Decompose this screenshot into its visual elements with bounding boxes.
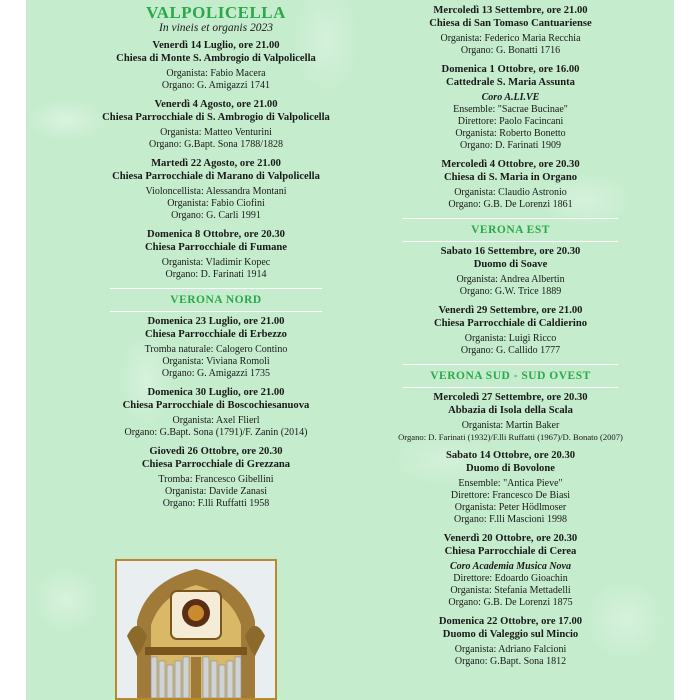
event-detail: Direttore: Edoardo Gioachin: [453, 573, 568, 584]
event-detail: Tromba naturale: Calogero Contino: [144, 344, 288, 355]
event-detail: Organo: D. Farinati (1932)/F.lli Ruffatti (1967)/D. Bonato (2007): [398, 432, 623, 442]
event-detail: Organo: G.Bapt. Sona 1812: [454, 656, 567, 667]
event-date: Venerdì 14 Luglio, ore 21.00: [152, 40, 280, 51]
organ-photo: [115, 559, 277, 700]
event-venue: Chiesa Parrocchiale di Fumane: [145, 241, 287, 253]
event-date: Giovedì 26 Ottobre, ore 20.30: [149, 446, 283, 457]
event-detail: Organo: D. Farinati 1909: [460, 140, 561, 151]
event-detail: Organista: Federico Maria Recchia: [440, 33, 581, 44]
event-choir: Coro Academia Musica Nova: [449, 561, 571, 572]
event-choir: Coro A.LI.VE: [481, 92, 540, 103]
event-date: Mercoledì 27 Settembre, ore 20.30: [433, 392, 588, 403]
event-detail: Organista: Axel Flierl: [172, 415, 260, 426]
event-venue: Duomo di Bovolone: [466, 462, 555, 474]
event-detail: Organo: D. Farinati 1914: [165, 269, 267, 280]
event-detail: Organista: Fabio Macera: [166, 68, 266, 79]
concert-event: [388, 159, 633, 211]
verona-city-events: [388, 5, 633, 211]
event-date: Mercoledì 4 Ottobre, ore 20.30: [441, 159, 580, 170]
separator: [110, 311, 321, 312]
event-detail: Organo: F.lli Mascioni 1998: [454, 514, 567, 525]
event-date: Sabato 14 Ottobre, ore 20.30: [445, 450, 576, 461]
event-venue: Chiesa di S. Maria in Organo: [443, 171, 578, 183]
separator: [403, 218, 619, 219]
separator: [403, 241, 619, 242]
verona-est-events: [388, 246, 633, 357]
event-venue: Chiesa Parrocchiale di Grezzana: [141, 458, 291, 470]
event-detail: Organo: G. Amigazzi 1735: [161, 368, 271, 379]
subtitle: In vineis et organis 2023: [159, 22, 273, 34]
event-detail: Organista: Vladimir Kopec: [161, 257, 271, 268]
event-detail: Organo: G. Carli 1991: [171, 210, 261, 221]
concert-event: [388, 533, 633, 609]
event-date: Venerdì 4 Agosto, ore 21.00: [154, 99, 278, 110]
event-venue: Duomo di Soave: [473, 258, 548, 270]
event-detail: Organo: G.W. Trice 1889: [459, 286, 562, 297]
verona-nord-events: [96, 316, 336, 510]
concert-event: [388, 616, 633, 668]
event-date: Martedì 22 Agosto, ore 21.00: [151, 158, 281, 169]
event-detail: Organo: G. Amigazzi 1741: [161, 80, 271, 91]
concert-event: [388, 64, 633, 152]
event-detail: Organista: Peter Hödlmoser: [454, 502, 567, 513]
concert-event: [96, 99, 336, 151]
concert-event: [96, 158, 336, 222]
separator: [110, 288, 321, 289]
concert-event: [388, 450, 633, 526]
event-date: Domenica 1 Ottobre, ore 16.00: [441, 64, 580, 75]
program-page: [26, 0, 674, 700]
valpolicella-events: [96, 40, 336, 281]
concert-event: [96, 446, 336, 510]
event-venue: Chiesa di San Tomaso Cantuariense: [429, 17, 592, 29]
event-detail: Organista: Matteo Venturini: [160, 127, 272, 138]
right-column: [388, 0, 633, 675]
event-date: Venerdì 29 Settembre, ore 21.00: [438, 305, 583, 316]
event-venue: Abbazia di Isola della Scala: [448, 404, 573, 416]
event-venue: Chiesa Parrocchiale di Caldierino: [433, 317, 588, 329]
event-detail: Organista: Stefania Mettadelli: [450, 585, 571, 596]
verona-sud-events: [388, 392, 633, 668]
section-title-verona-nord: VERONA NORD: [170, 294, 262, 306]
event-detail: Organo: G.B. De Lorenzi 1861: [448, 199, 573, 210]
event-detail: Organista: Martin Baker: [461, 420, 560, 431]
event-detail: Direttore: Paolo Facincani: [457, 116, 564, 127]
event-venue: Duomo di Valeggio sul Mincio: [442, 628, 579, 640]
event-date: Domenica 23 Luglio, ore 21.00: [147, 316, 285, 327]
event-date: Domenica 30 Luglio, ore 21.00: [147, 387, 285, 398]
concert-event: [388, 5, 633, 57]
concert-event: [96, 316, 336, 380]
event-detail: Tromba: Francesco Gibellini: [158, 474, 274, 485]
event-detail: Organo: F.lli Ruffatti 1958: [162, 498, 270, 509]
event-venue: Chiesa Parrocchiale di Marano di Valpolicella: [112, 170, 320, 182]
event-detail: Direttore: Francesco De Biasi: [450, 490, 571, 501]
event-detail: Ensemble: "Antica Pieve": [458, 478, 563, 489]
event-detail: Organista: Fabio Ciofini: [167, 198, 265, 209]
organ-illustration: [117, 561, 275, 698]
concert-event: [388, 246, 633, 298]
event-venue: Chiesa Parrocchiale di Cerea: [444, 545, 577, 557]
event-detail: Organo: G.Bapt. Sona 1788/1828: [149, 139, 283, 150]
event-detail: Organo: G. Bonatti 1716: [460, 45, 561, 56]
event-date: Venerdì 20 Ottobre, ore 20.30: [443, 533, 578, 544]
concert-event: [96, 40, 336, 92]
concert-event: [96, 387, 336, 439]
separator: [403, 364, 619, 365]
event-detail: Organista: Andrea Albertin: [456, 274, 565, 285]
event-detail: Ensemble: "Sacrae Bucinae": [453, 104, 568, 115]
separator: [403, 387, 619, 388]
concert-event: [388, 392, 633, 443]
event-detail: Organista: Roberto Bonetto: [455, 128, 566, 139]
event-venue: Chiesa Parrocchiale di Erbezzo: [145, 328, 287, 340]
section-title-verona-sud: VERONA SUD - SUD OVEST: [430, 370, 591, 382]
event-venue: Chiesa Parrocchiale di S. Ambrogio di Valpolicella: [102, 111, 330, 123]
main-title: VALPOLICELLA: [146, 3, 286, 22]
concert-event: [96, 229, 336, 281]
event-detail: Organista: Davide Zanasi: [164, 486, 267, 497]
event-detail: Organo: G.Bapt. Sona (1791)/F. Zanin (2014): [124, 427, 308, 438]
event-detail: Organo: G. Callido 1777: [460, 345, 561, 356]
event-date: Sabato 16 Settembre, ore 20.30: [440, 246, 581, 257]
event-venue: Cattedrale S. Maria Assunta: [446, 76, 575, 88]
section-title-verona-est: VERONA EST: [471, 224, 550, 236]
event-detail: Organo: G.B. De Lorenzi 1875: [448, 597, 573, 608]
event-detail: Organista: Claudio Astronio: [454, 187, 567, 198]
event-date: Domenica 22 Ottobre, ore 17.00: [438, 616, 583, 627]
event-detail: Organista: Luigi Ricco: [464, 333, 557, 344]
event-venue: Chiesa di Monte S. Ambrogio di Valpolicella: [116, 52, 316, 64]
event-detail: Violoncellista: Alessandra Montani: [145, 186, 287, 197]
event-date: Domenica 8 Ottobre, ore 20.30: [147, 229, 285, 240]
left-column: [96, 0, 336, 517]
event-detail: Organista: Viviana Romoli: [162, 356, 270, 367]
event-venue: Chiesa Parrocchiale di Boscochiesanuova: [122, 399, 310, 411]
event-date: Mercoledì 13 Settembre, ore 21.00: [433, 5, 588, 16]
event-detail: Organista: Adriano Falcioni: [454, 644, 567, 655]
concert-event: [388, 305, 633, 357]
